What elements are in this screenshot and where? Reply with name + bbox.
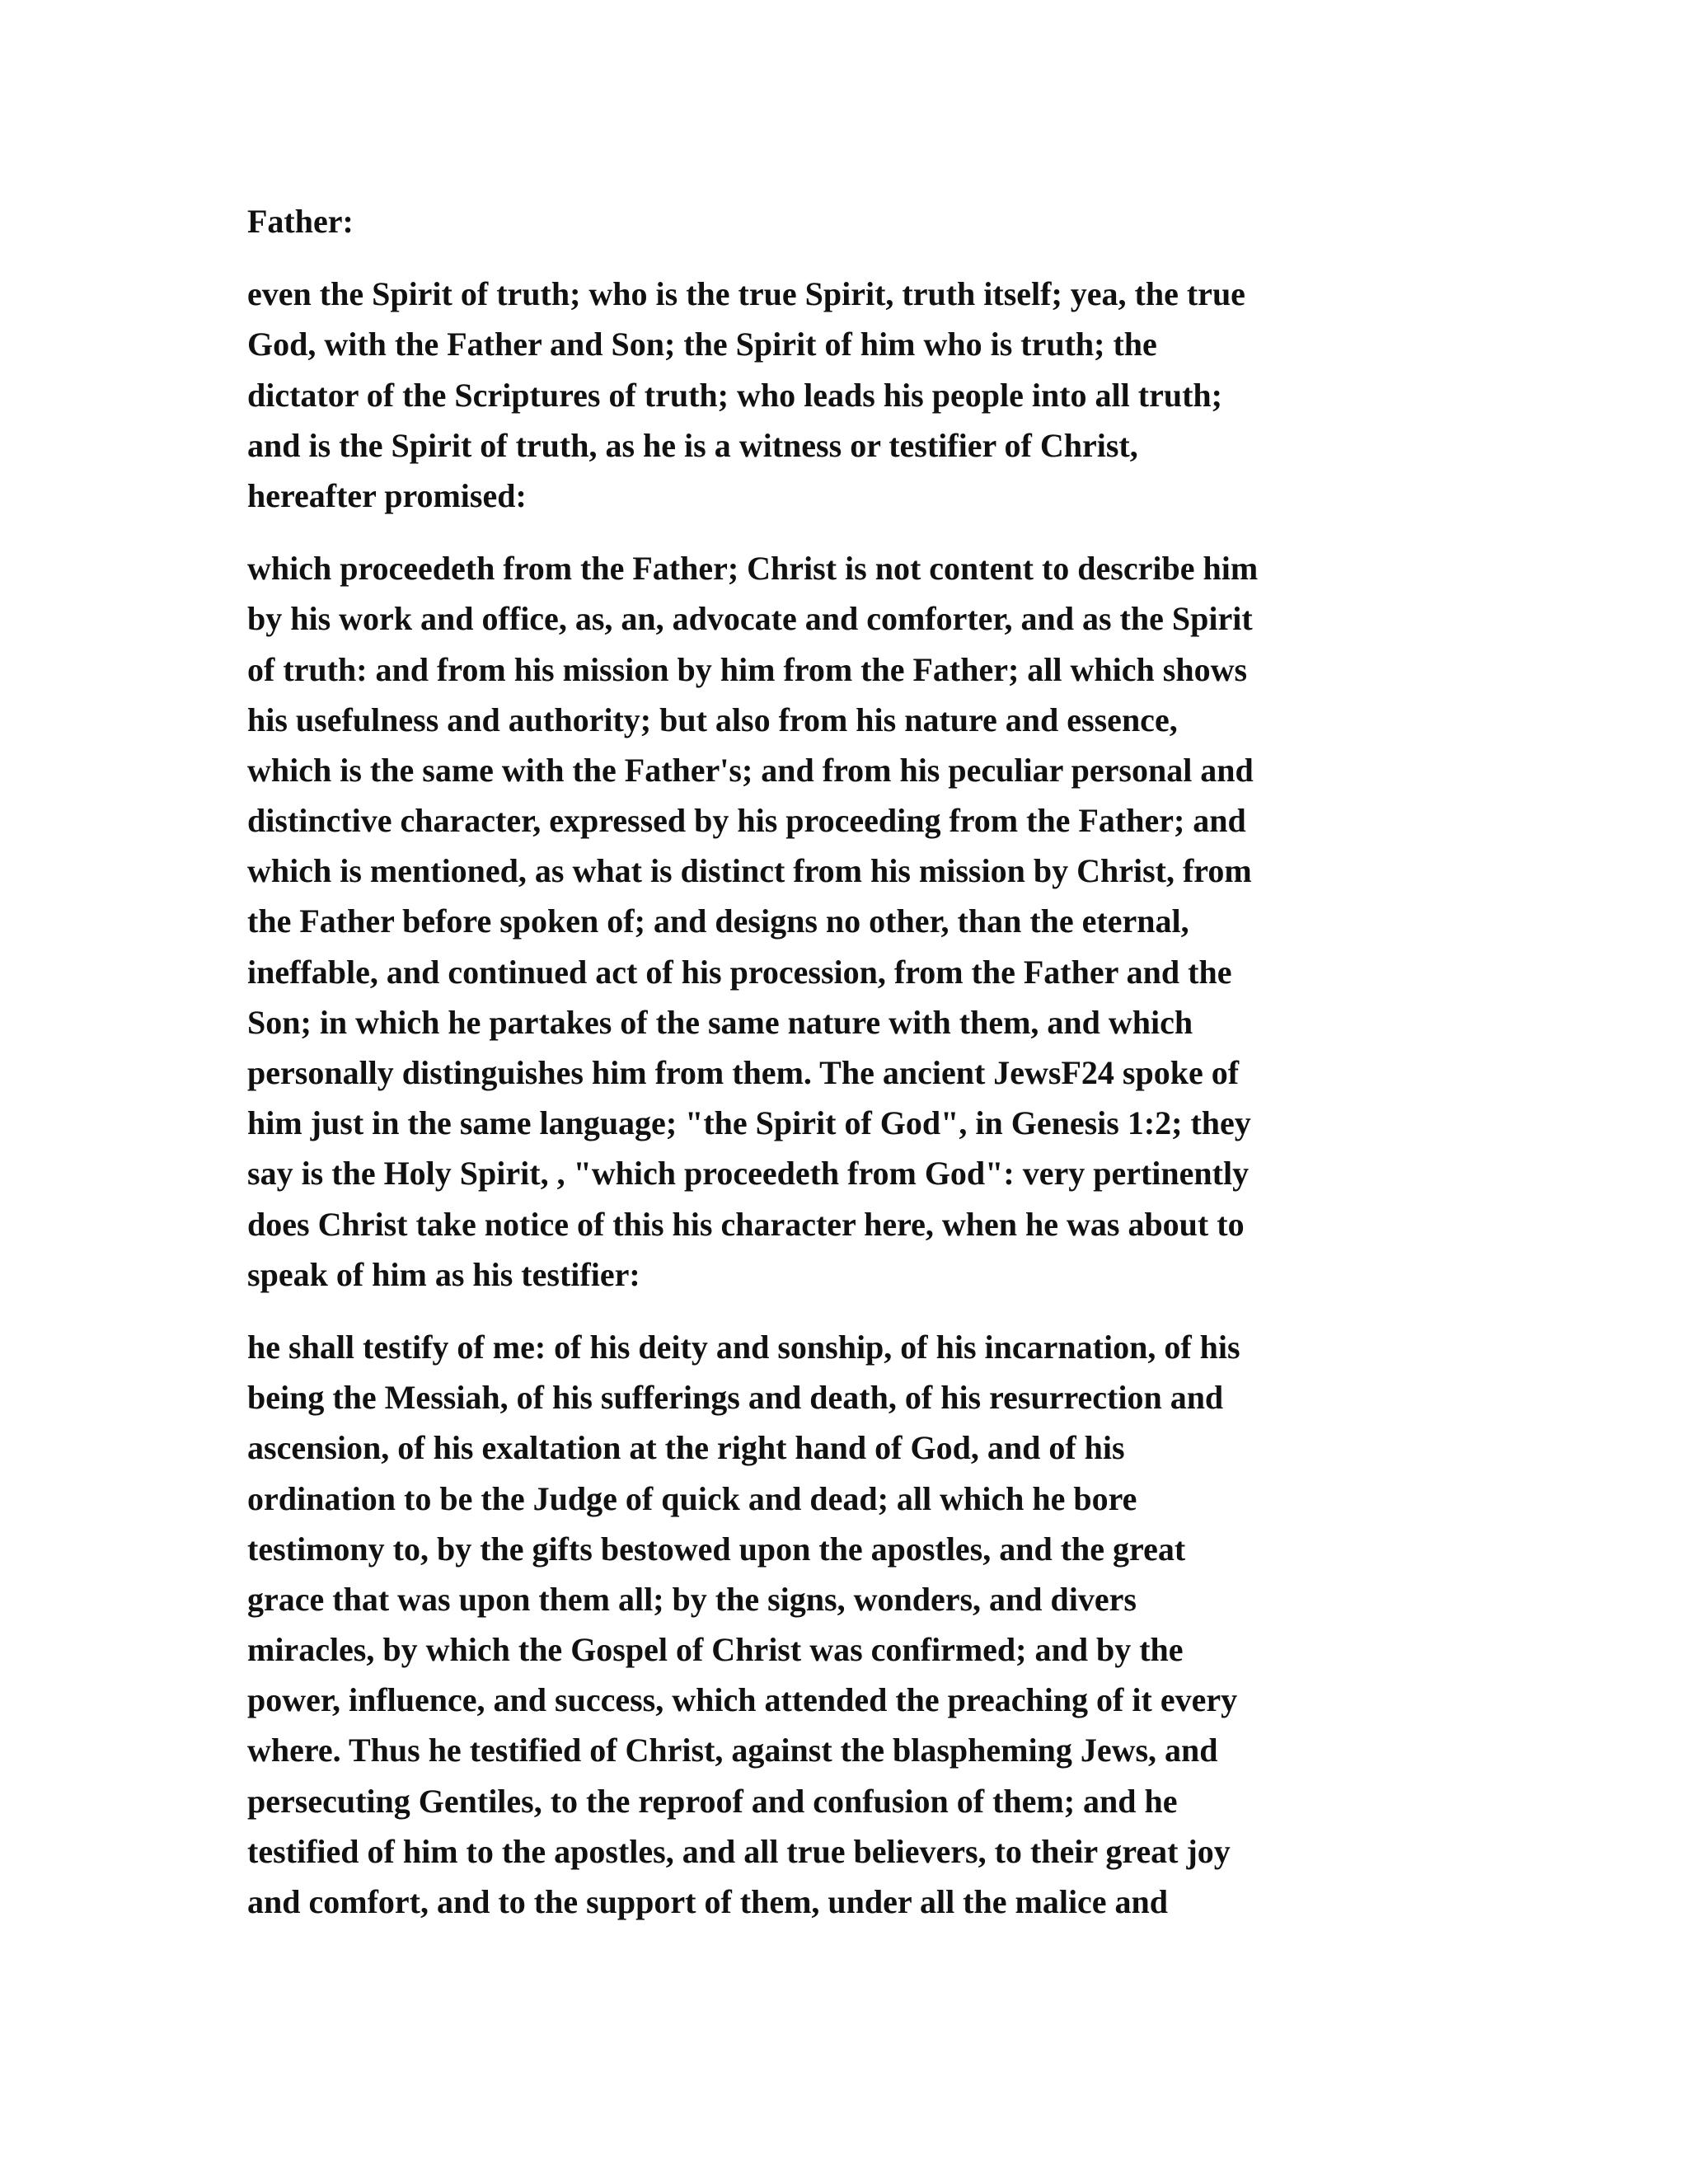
text-line: hereafter promised: xyxy=(247,476,527,514)
text-line: being the Messiah, of his sufferings and death, of his resurrection and xyxy=(247,1379,1224,1417)
text-line: does Christ take notice of this his character here, when he was about to xyxy=(247,1205,1245,1243)
text-line: persecuting Gentiles, to the reproof and confusion of them; and he xyxy=(247,1782,1178,1820)
text-line: distinctive character, expressed by his proceeding from the Father; and xyxy=(247,802,1246,840)
paragraph-4 xyxy=(247,1322,1426,1927)
text-line: testimony to, by the gifts bestowed upon the apostles, and the great xyxy=(247,1530,1186,1568)
paragraph-3 xyxy=(247,543,1426,1300)
text-line: Son; in which he partakes of the same nature with them, and which xyxy=(247,1003,1193,1041)
text-line: he shall testify of me: of his deity and sonship, of his incarnation, of his xyxy=(247,1328,1240,1366)
text-line: even the Spirit of truth; who is the true Spirit, truth itself; yea, the true xyxy=(247,275,1245,313)
text-line: ascension, of his exaltation at the right hand of God, and of his xyxy=(247,1429,1125,1467)
text-line: his usefulness and authority; but also from his nature and essence, xyxy=(247,701,1178,738)
paragraph-2 xyxy=(247,269,1426,521)
text-line: the Father before spoken of; and designs no other, than the eternal, xyxy=(247,902,1189,940)
text-line: which proceedeth from the Father; Christ is not content to describe him xyxy=(247,550,1259,588)
text-line: ordination to be the Judge of quick and dead; all which he bore xyxy=(247,1479,1137,1517)
text-line: dictator of the Scriptures of truth; who leads his people into all truth; xyxy=(247,376,1222,414)
text-line: and is the Spirit of truth, as he is a witness or testifier of Christ, xyxy=(247,426,1138,464)
text-line: miracles, by which the Gospel of Christ was confirmed; and by the xyxy=(247,1631,1184,1669)
text-line: speak of him as his testifier: xyxy=(247,1255,640,1293)
text-line: say is the Holy Spirit, , "which proceedeth from God": very pertinently xyxy=(247,1155,1250,1193)
text-line: God, with the Father and Son; the Spirit of him who is truth; the xyxy=(247,326,1157,363)
text-line: power, influence, and success, which attended the preaching of it every xyxy=(247,1681,1238,1719)
text-line: of truth: and from his mission by him from the Father; all which shows xyxy=(247,650,1248,688)
text-line: which is the same with the Father's; and from his peculiar personal and xyxy=(247,751,1254,789)
text-line: personally distinguishes him from them. The ancient JewsF24 spoke of xyxy=(247,1054,1240,1091)
text-line: testified of him to the apostles, and all true believers, to their great joy xyxy=(247,1832,1231,1870)
text-line: grace that was upon them all; by the signs, wonders, and divers xyxy=(247,1580,1137,1618)
paragraph-1 xyxy=(247,196,1426,246)
text-line: him just in the same language; "the Spirit of God", in Genesis 1:2; they xyxy=(247,1104,1251,1142)
text-line: which is mentioned, as what is distinct from his mission by Christ, from xyxy=(247,852,1252,890)
text-line: and comfort, and to the support of them, under all the malice and xyxy=(247,1883,1169,1920)
text-line: ineffable, and continued act of his procession, from the Father and the xyxy=(247,953,1232,991)
text-line: where. Thus he testified of Christ, against the blaspheming Jews, and xyxy=(247,1732,1218,1769)
text-line: by his work and office, as, an, advocate and comforter, and as the Spirit xyxy=(247,600,1253,638)
text-line: Father: xyxy=(247,203,354,240)
body-text xyxy=(247,196,1426,1949)
